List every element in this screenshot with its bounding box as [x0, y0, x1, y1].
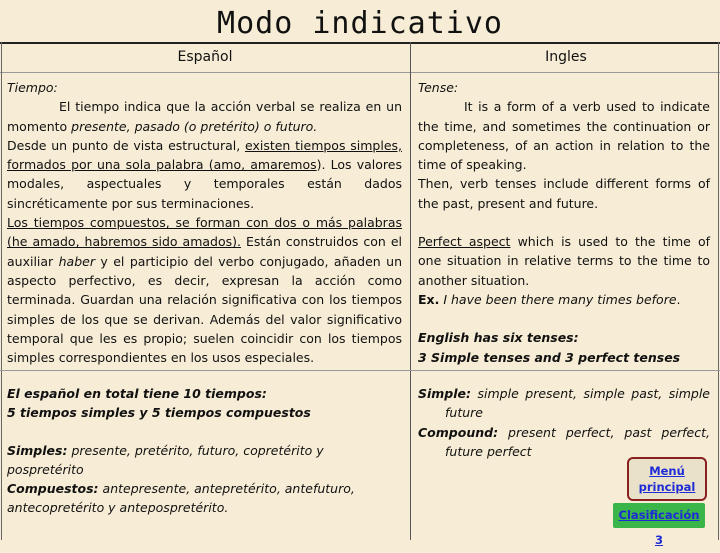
english-tense-p2: Then, verb tenses include different forms of the past, present and future.	[418, 176, 710, 211]
spanish-p3-b: y el participio del verbo conjugado, añaden un aspecto perfectivo, es decir, expresan la acción como terminada. Guardan una relación significativa con los tiempos simples de los que se derivan. Además del valor significativo temporal que les es propio; suelen coincidir con los tiempos simples correspondientes en los usos especiales.	[7, 253, 402, 366]
english-tenses-split: 3 Simple tenses and 3 perfect tenses	[418, 349, 681, 365]
spanish-p2-underlined: existen tiempos simples, formados por una sola palabra (amo, amaremos	[7, 137, 402, 173]
header-divider	[0, 72, 720, 73]
spanish-total-line: El español en total tiene 10 tiempos:	[7, 386, 267, 401]
spanish-compuestos	[7, 479, 402, 518]
english-compound	[418, 423, 710, 462]
table-top-border	[0, 42, 720, 44]
simples-label: Simples:	[7, 442, 68, 458]
spanish-p2-start: Desde un punto de vista estructural,	[7, 137, 245, 153]
spanish-p2-end: ). Los valores modales, aspectuales y temporales están dados sincréticamente por sus terminaciones.	[7, 157, 402, 211]
perfect-aspect-term: Perfect aspect	[418, 234, 511, 250]
compound-text: present perfect, past perfect, future perfect	[445, 424, 710, 459]
english-tense-label: Tense:	[418, 80, 459, 95]
english-count-cell	[418, 384, 710, 461]
compuestos-text: antepresente, antepretérito, antefuturo, antecopretérito y antepospretérito.	[7, 481, 355, 516]
column-divider	[410, 42, 411, 540]
table-left-border	[1, 42, 2, 540]
simple-text: simple present, simple past, simple future	[445, 386, 710, 421]
spacer	[418, 309, 710, 328]
simple-label: Simple:	[418, 386, 472, 401]
spanish-p3-a: Están construidos con el auxiliar	[7, 234, 402, 269]
spanish-simples	[7, 441, 402, 480]
english-example	[418, 290, 710, 309]
spanish-p3-underlined: Los tiempos compuestos, se forman con dos o más palabras (he amado, habremos sido amados).	[7, 215, 402, 250]
example-text: I have been there many times before	[439, 291, 677, 307]
menu-principal-label: Menú principal	[638, 464, 696, 494]
header-spanish: Español	[177, 49, 233, 65]
spanish-tense-p1	[7, 97, 402, 136]
table-right-border	[718, 42, 719, 540]
compuestos-label: Compuestos:	[7, 481, 99, 497]
clasificacion-3-button[interactable]: Clasificación 3	[613, 503, 705, 528]
example-label: Ex.	[418, 291, 440, 307]
english-tense-p1: It is a form of a verb used to indicate the time, and sometimes the continuation or completeness, of an action in relation to the time of speaking.	[418, 99, 710, 173]
spacer	[7, 423, 402, 442]
compound-label: Compound:	[418, 424, 499, 440]
spanish-count-cell	[7, 384, 402, 518]
spanish-tense-label: Tiempo:	[7, 80, 58, 95]
header-english: Ingles	[545, 49, 587, 65]
english-six-tenses: English has six tenses:	[418, 330, 579, 346]
simples-text: presente, pretérito, futuro, copretérito y pospretérito	[7, 442, 324, 477]
menu-principal-button[interactable]	[627, 457, 707, 501]
spanish-p1-text: El tiempo indica que la acción verbal se realiza en un momento	[7, 99, 402, 134]
spanish-tense-p2	[7, 136, 402, 213]
spanish-tense-p3	[7, 213, 402, 367]
spanish-tense-cell	[7, 78, 402, 367]
english-tense-cell	[418, 78, 710, 367]
english-p3-rest: which is used to the time of one situation in relative terms to the time to another situation.	[418, 234, 710, 288]
spanish-p1-italic: presente, pasado (o pretérito) o futuro.	[71, 118, 318, 134]
spacer	[418, 213, 710, 232]
page-title: Modo indicativo	[217, 6, 503, 41]
spanish-p3-haber: haber	[58, 253, 95, 269]
english-tense-p3	[418, 232, 710, 290]
row-divider	[0, 370, 720, 371]
english-simple	[418, 384, 710, 423]
example-dot: .	[676, 291, 681, 307]
spanish-split-line: 5 tiempos simples y 5 tiempos compuestos	[7, 405, 311, 421]
